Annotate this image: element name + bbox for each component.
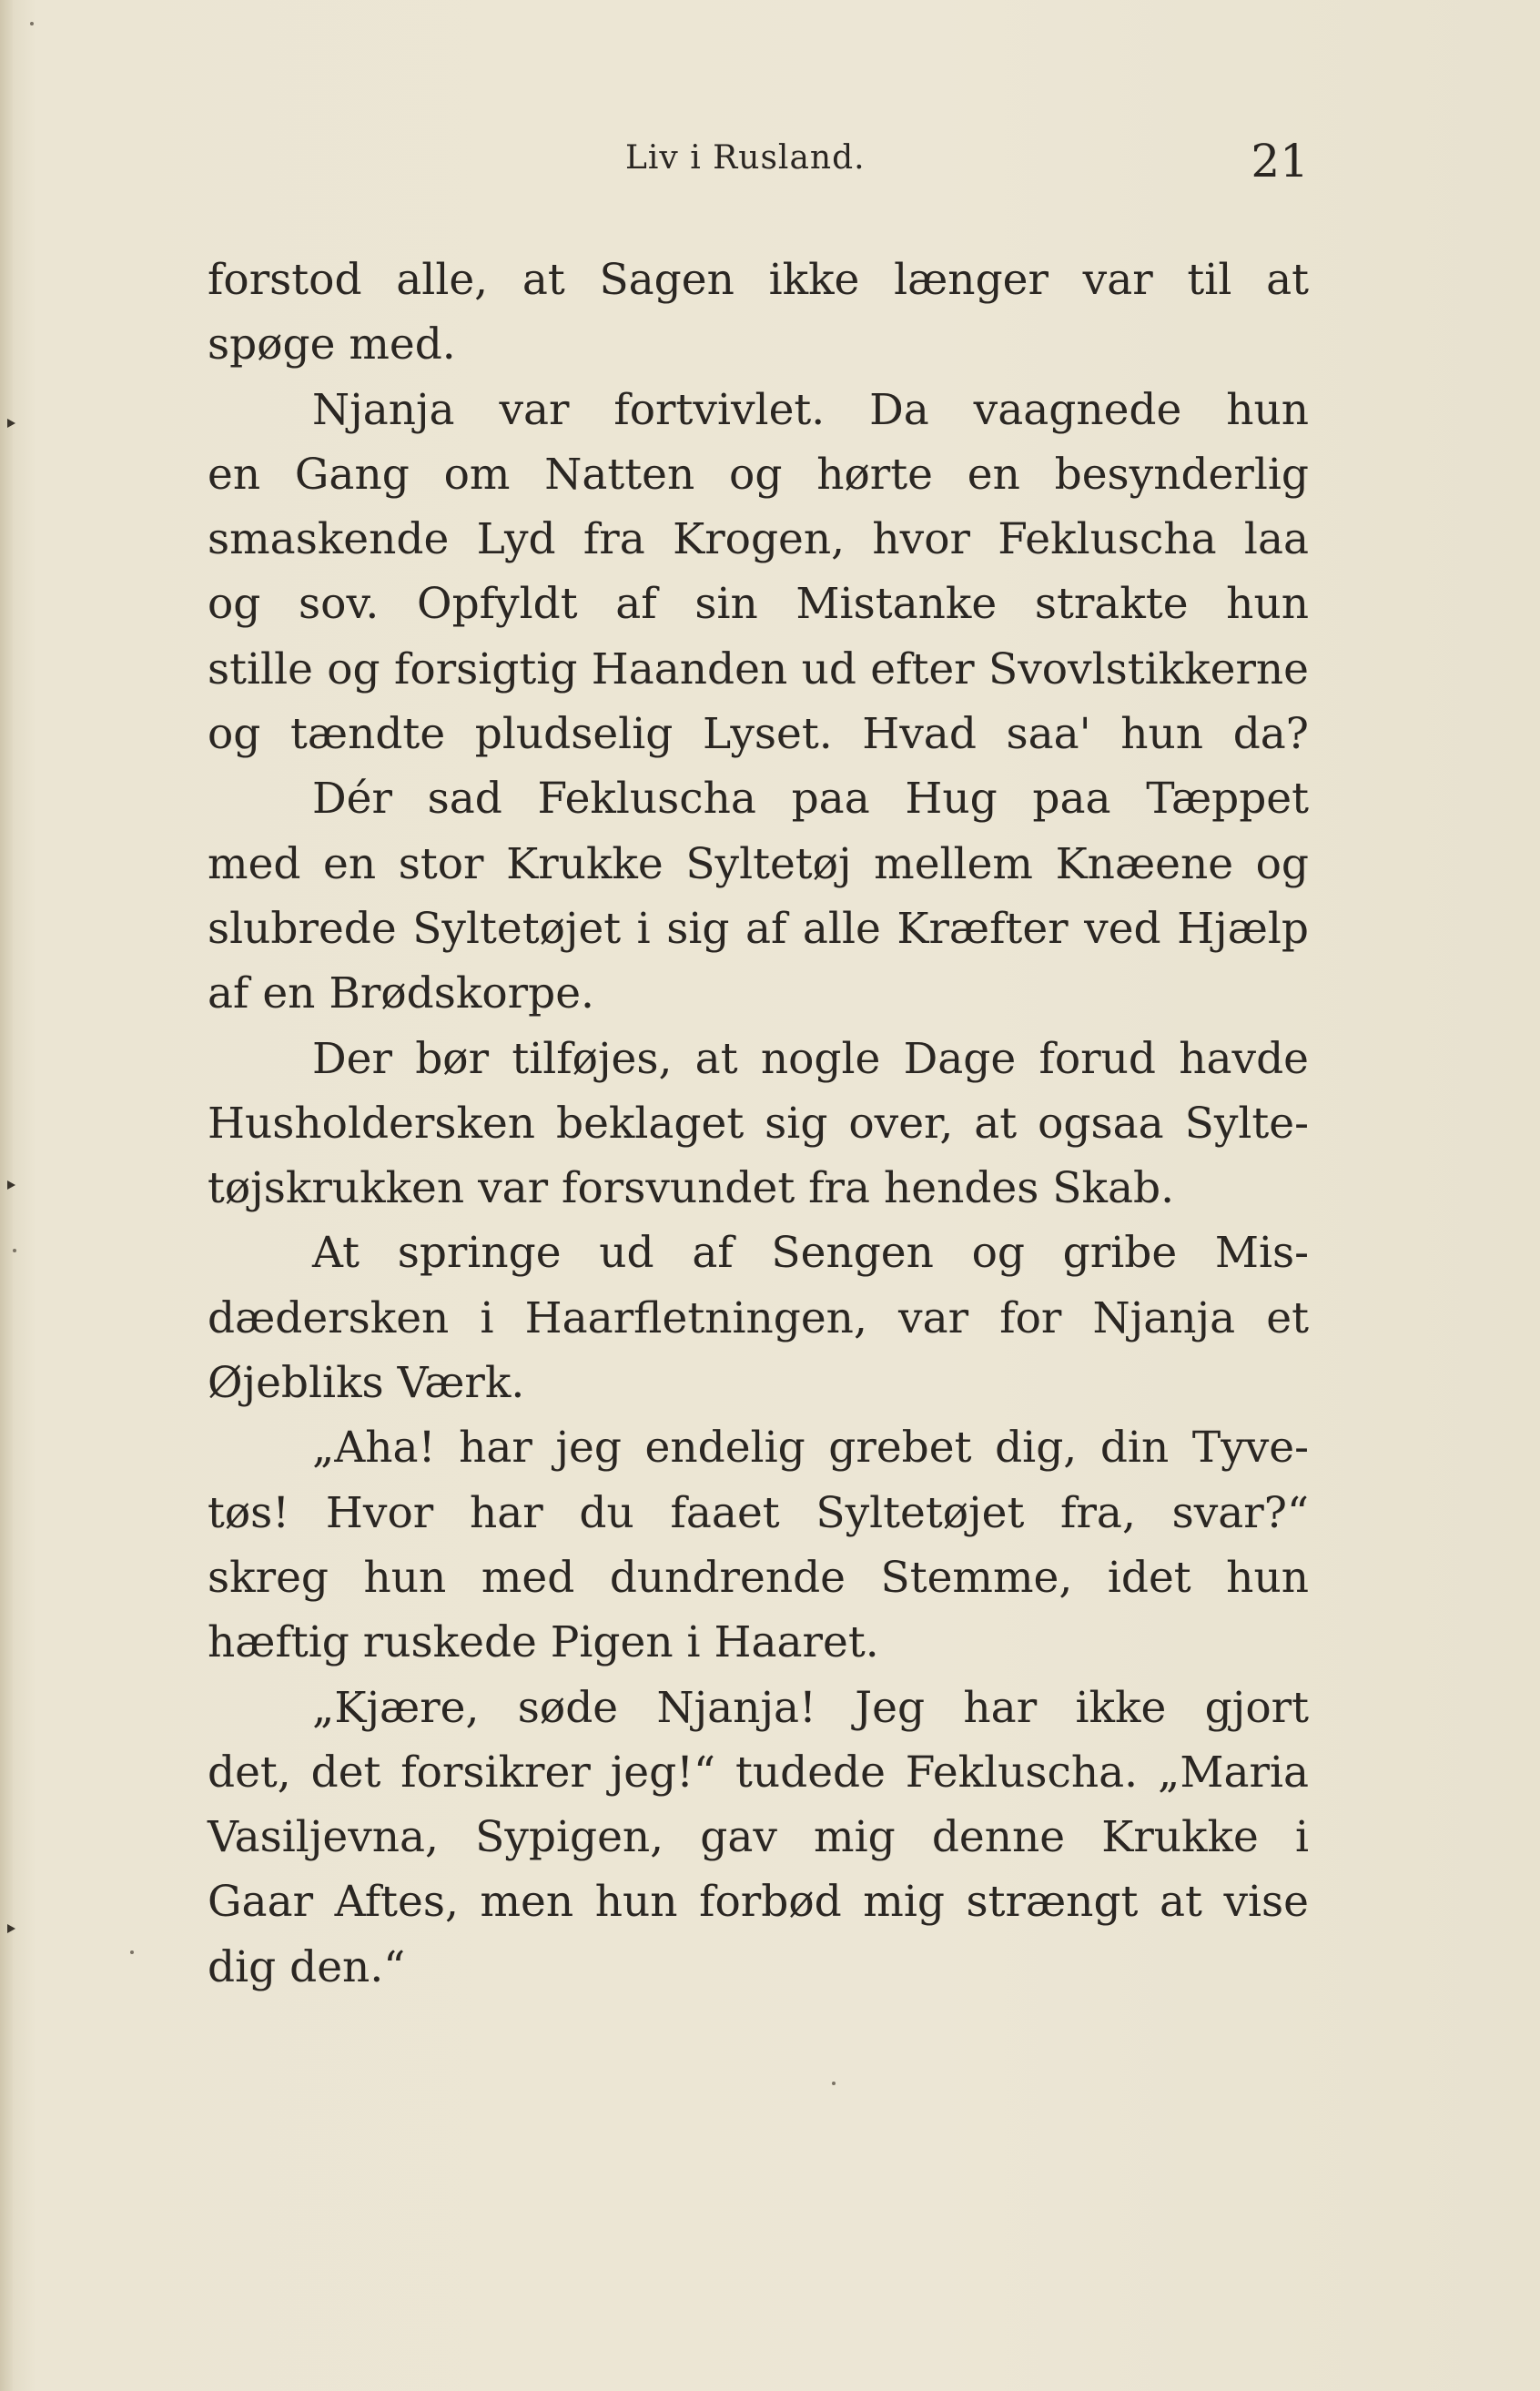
print-speck xyxy=(13,1249,16,1252)
text-line: Vasiljevna, Sypigen, gav mig denne Krukke i xyxy=(208,1812,1309,1863)
text-line: Husholdersken beklaget sig over, at ogsaa Sylte- xyxy=(208,1098,1309,1149)
text-line: forstod alle, at Sagen ikke længer var til at xyxy=(208,255,1309,305)
page-number: 21 xyxy=(1251,135,1309,187)
running-head: Liv i Rusland. xyxy=(625,139,866,177)
text-line: dig den.“ xyxy=(208,1941,406,1992)
text-line: Njanja var fortvivlet. Da vaagnede hun xyxy=(312,384,1309,435)
print-speck xyxy=(832,2082,836,2085)
text-line: en Gang om Natten og hørte en besynderlig xyxy=(208,449,1309,500)
text-line: skreg hun med dundrende Stemme, idet hun xyxy=(208,1552,1309,1603)
text-line: og sov. Opfyldt af sin Mistanke strakte hun xyxy=(208,579,1309,630)
body-text xyxy=(208,248,1309,2000)
text-line: „Kjære, søde Njanja! Jeg har ikke gjort xyxy=(312,1682,1309,1733)
text-line: Dér sad Fekluscha paa Hug paa Tæppet xyxy=(312,774,1309,825)
text-line: af en Brødskorpe. xyxy=(208,968,594,1019)
text-line: smaskende Lyd fra Krogen, hvor Fekluscha laa xyxy=(208,514,1309,565)
margin-mark xyxy=(7,1180,15,1190)
text-line: spøge med. xyxy=(208,319,456,370)
text-line: Øjebliks Værk. xyxy=(208,1358,525,1409)
text-line: hæftig ruskede Pigen i Haaret. xyxy=(208,1617,879,1668)
page-binding-edge xyxy=(0,0,13,2391)
print-speck xyxy=(30,22,34,25)
text-line: det, det forsikrer jeg!“ tudede Fekluscha. „Maria xyxy=(208,1747,1309,1798)
text-line: tøjskrukken var forsvundet fra hendes Skab. xyxy=(208,1163,1175,1214)
margin-mark xyxy=(7,419,15,428)
text-line: med en stor Krukke Syltetøj mellem Knæene og xyxy=(208,838,1309,889)
text-line: slubrede Syltetøjet i sig af alle Kræfter ved Hjælp xyxy=(208,903,1309,954)
text-line: Der bør tilføjes, at nogle Dage forud havde xyxy=(312,1033,1309,1084)
text-line: At springe ud af Sengen og gribe Mis- xyxy=(312,1228,1309,1279)
text-line: og tændte pludselig Lyset. Hvad saa' hun da? xyxy=(208,709,1309,760)
text-line: tøs! Hvor har du faaet Syltetøjet fra, svar?“ xyxy=(208,1487,1309,1538)
page-header xyxy=(208,135,1309,198)
margin-mark xyxy=(7,1924,15,1933)
text-line: „Aha! har jeg endelig grebet dig, din Tyve- xyxy=(312,1423,1309,1474)
text-line: dædersken i Haarfletningen, var for Njanja et xyxy=(208,1292,1309,1343)
text-line: Gaar Aftes, men hun forbød mig strængt at vise xyxy=(208,1877,1309,1928)
print-speck xyxy=(130,1950,134,1954)
text-line: stille og forsigtig Haanden ud efter Svovlstikkerne xyxy=(208,643,1309,694)
